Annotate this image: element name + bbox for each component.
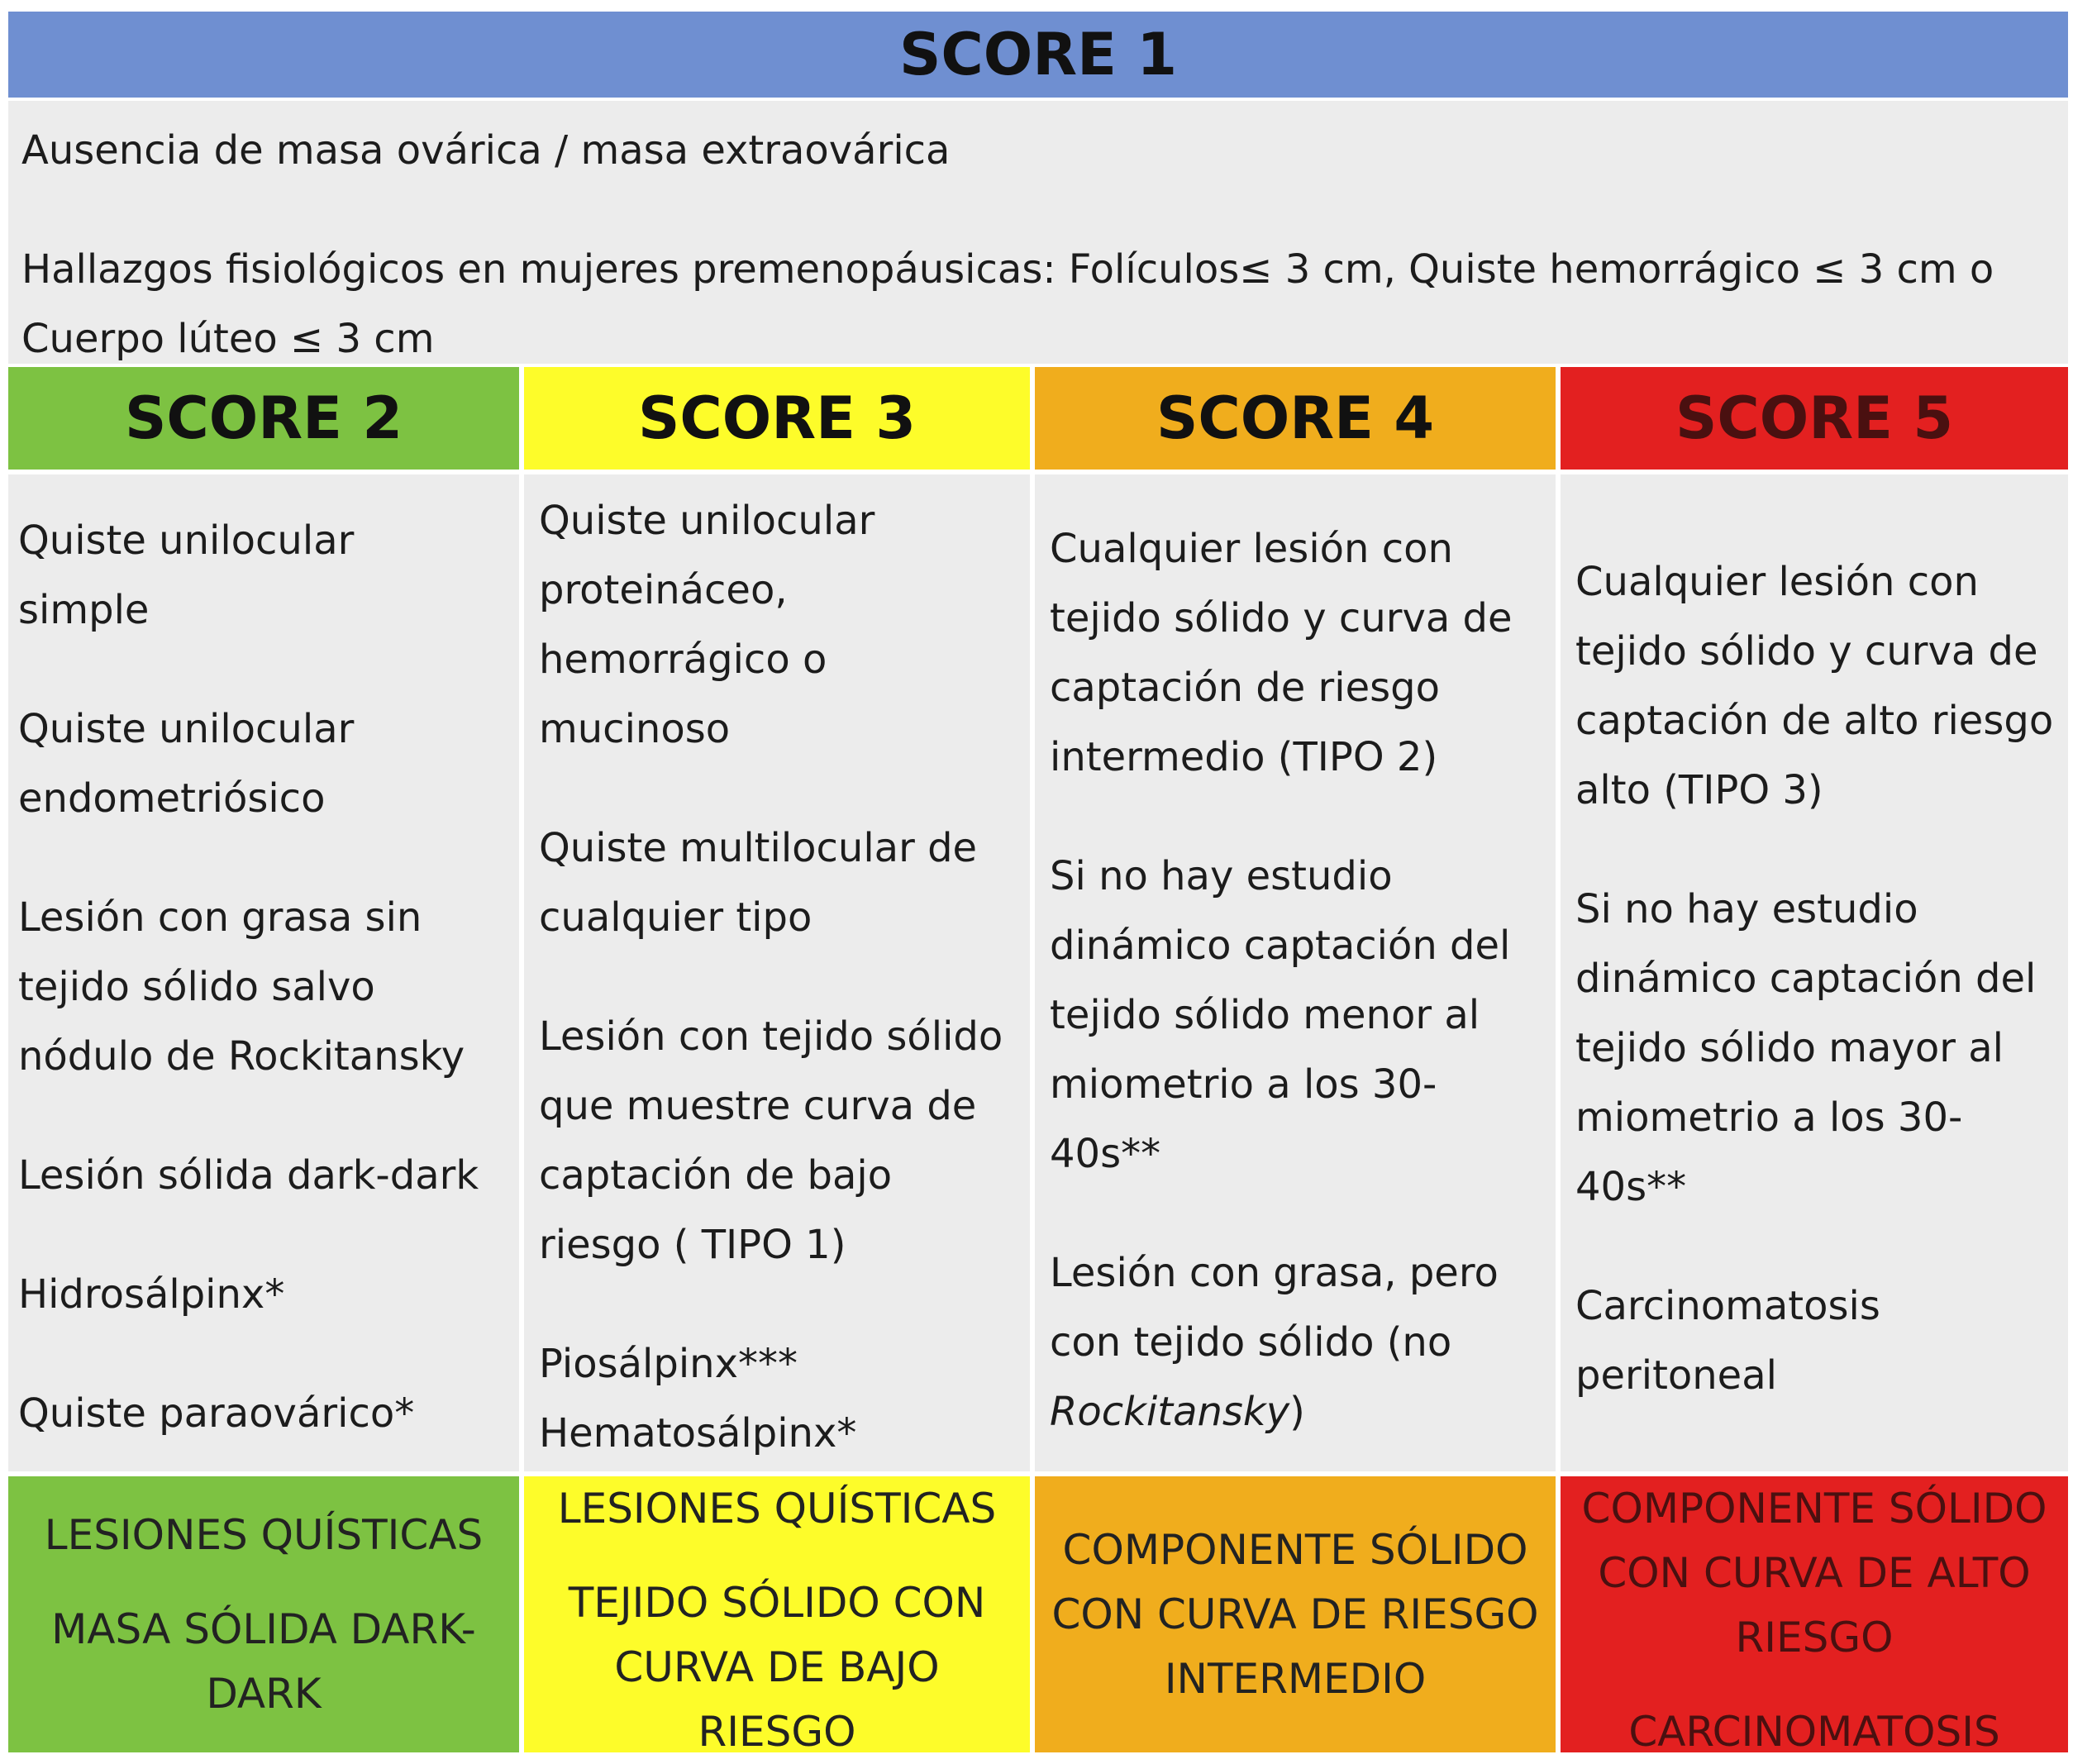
score2-footer <box>8 1476 519 1752</box>
score5-item-1: Cualquier lesión con tejido sólido y curva de captación de alto riesgo alto (TIPO 3) <box>1575 559 2054 813</box>
score5-item-3: Carcinomatosis peritoneal <box>1575 1283 1880 1399</box>
score2-item-3: Lesión con grasa sin tejido sólido salvo nódulo de Rockitansky <box>18 894 465 1080</box>
score-table <box>8 12 2068 1756</box>
score4-item-3 <box>1050 1238 1546 1447</box>
score4-footer-1: COMPONENTE SÓLIDO CON CURVA DE RIESGO INTERMEDIO <box>1051 1526 1539 1703</box>
score5-footer <box>1561 1476 2068 1756</box>
score4-item-3-close: ) <box>1289 1389 1305 1435</box>
score4-footer <box>1035 1476 1556 1752</box>
score4-item-2: Si no hay estudio dinámico captación del tejido sólido menor al miometrio a los 30-40s** <box>1050 853 1511 1177</box>
score5-item-2: Si no hay estudio dinámico captación del tejido sólido mayor al miometrio a los 30-40s** <box>1575 886 2037 1210</box>
score5-body <box>1561 474 2068 1471</box>
score2-item-5: Hidrosálpinx* <box>18 1271 285 1318</box>
score4-body <box>1035 474 1556 1471</box>
score2-footer-2: MASA SÓLIDA DARK-DARK <box>51 1605 476 1718</box>
score2-item-2: Quiste unilocular endometriósico <box>18 706 355 822</box>
score3-item-3: Lesión con tejido sólido que muestre curva de captación de bajo riesgo ( TIPO 1) <box>539 1013 1003 1268</box>
score2-title: SCORE 2 <box>124 384 403 452</box>
score1-line-2: Hallazgos fisiológicos en mujeres premenopáusicas: Folículos≤ 3 cm, Quiste hemorrágico ≤ 3 cm o <box>21 246 1994 293</box>
score4-item-3-text: Lesión con grasa, pero con tejido sólido (no <box>1050 1250 1499 1366</box>
score2-item-1: Quiste unilocular simple <box>18 517 355 633</box>
score3-footer-1: LESIONES QUÍSTICAS <box>557 1485 997 1533</box>
score3-item-4: Piosálpinx*** <box>539 1341 798 1387</box>
score1-body <box>8 101 2068 364</box>
score3-item-2: Quiste multilocular de cualquier tipo <box>539 825 978 941</box>
score4-item-1: Cualquier lesión con tejido sólido y curva de captación de riesgo intermedio (TIPO 2) <box>1050 526 1513 780</box>
score2-item-4: Lesión sólida dark-dark <box>18 1152 479 1199</box>
score3-body <box>524 474 1030 1471</box>
score4-title: SCORE 4 <box>1156 384 1435 452</box>
score1-line-3: Cuerpo lúteo ≤ 3 cm <box>21 316 435 362</box>
score5-footer-1: COMPONENTE SÓLIDO CON CURVA DE ALTO RIESGO <box>1581 1485 2047 1661</box>
score3-footer-2: TEJIDO SÓLIDO CON CURVA DE BAJO RIESGO <box>568 1579 986 1756</box>
score2-item-6: Quiste paraovárico* <box>18 1390 415 1437</box>
score1-line-1: Ausencia de masa ovárica / masa extraovárica <box>21 127 951 174</box>
score2-header <box>8 367 519 470</box>
score2-body <box>8 474 519 1471</box>
score3-title: SCORE 3 <box>637 384 917 452</box>
score3-footer <box>524 1476 1030 1756</box>
score5-footer-2: CARCINOMATOSIS <box>1628 1708 2000 1756</box>
score1-header <box>8 12 2068 98</box>
score3-item-1: Quiste unilocular proteináceo, hemorrágico o mucinoso <box>539 498 875 752</box>
score4-item-3-italic: Rockitansky <box>1050 1389 1290 1435</box>
score2-footer-1: LESIONES QUÍSTICAS <box>44 1511 484 1559</box>
score5-title: SCORE 5 <box>1675 384 1954 452</box>
score4-header <box>1035 367 1556 470</box>
score1-title: SCORE 1 <box>898 21 1178 88</box>
score3-header <box>524 367 1030 470</box>
score3-item-5: Hematosálpinx* <box>539 1410 857 1456</box>
score5-header <box>1561 367 2068 470</box>
